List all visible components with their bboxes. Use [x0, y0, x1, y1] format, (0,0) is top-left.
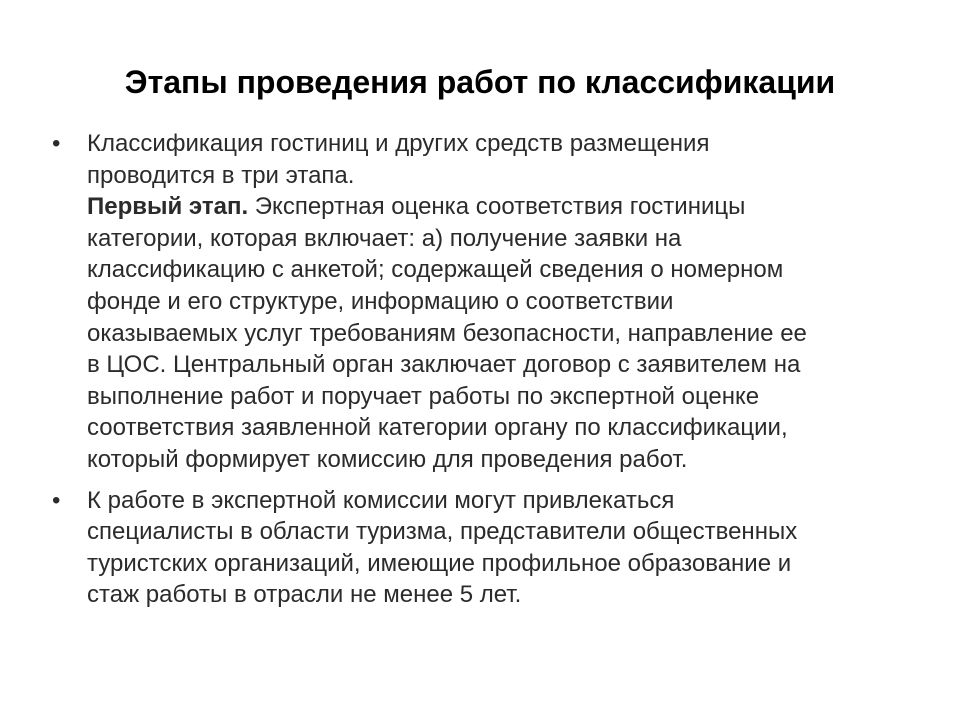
paragraph-line: фонде и его структуре, информацию о соответствии — [87, 287, 674, 315]
paragraph-line: который формирует комиссию для проведения работ. — [87, 445, 688, 473]
paragraph-line: туристских организаций, имеющие профильное образование и — [87, 549, 792, 577]
paragraph-line: выполнение работ и поручает работы по экспертной оценке — [87, 382, 760, 410]
paragraph-line: К работе в экспертной комиссии могут привлекаться — [87, 486, 675, 514]
bullet-marker: • — [52, 486, 61, 514]
paragraph-line: соответствия заявленной категории органу по классификации, — [87, 414, 788, 442]
paragraph-line: стаж работы в отрасли не менее 5 лет. — [87, 581, 522, 609]
paragraph-line: в ЦОС. Центральный орган заключает договор с заявителем на — [87, 351, 801, 379]
first-stage-text: Экспертная оценка соответствия гостиницы — [248, 193, 746, 221]
paragraph-line: Классификация гостиниц и других средств размещения — [87, 130, 710, 157]
paragraph-line: оказываемых услуг требованиям безопасности, направление ее — [87, 319, 807, 347]
first-stage-label: Первый этап. — [87, 193, 249, 221]
bullet-item-classification-stages — [0, 128, 907, 476]
bullet-item-expert-commission — [0, 485, 907, 611]
paragraph-line: специалисты в области туризма, представители общественных — [87, 518, 798, 546]
paragraph-line: категории, которая включает: а) получение заявки на — [87, 224, 682, 252]
paragraph-line: классификацию с анкетой; содержащей сведения о номерном — [87, 256, 784, 284]
bullet-list — [0, 128, 960, 611]
paragraph-line: проводится в три этапа. — [87, 161, 355, 189]
first-stage-line — [87, 191, 907, 223]
slide-title: Этапы проведения работ по классификации — [124, 64, 836, 100]
bullet-marker: • — [52, 130, 61, 157]
